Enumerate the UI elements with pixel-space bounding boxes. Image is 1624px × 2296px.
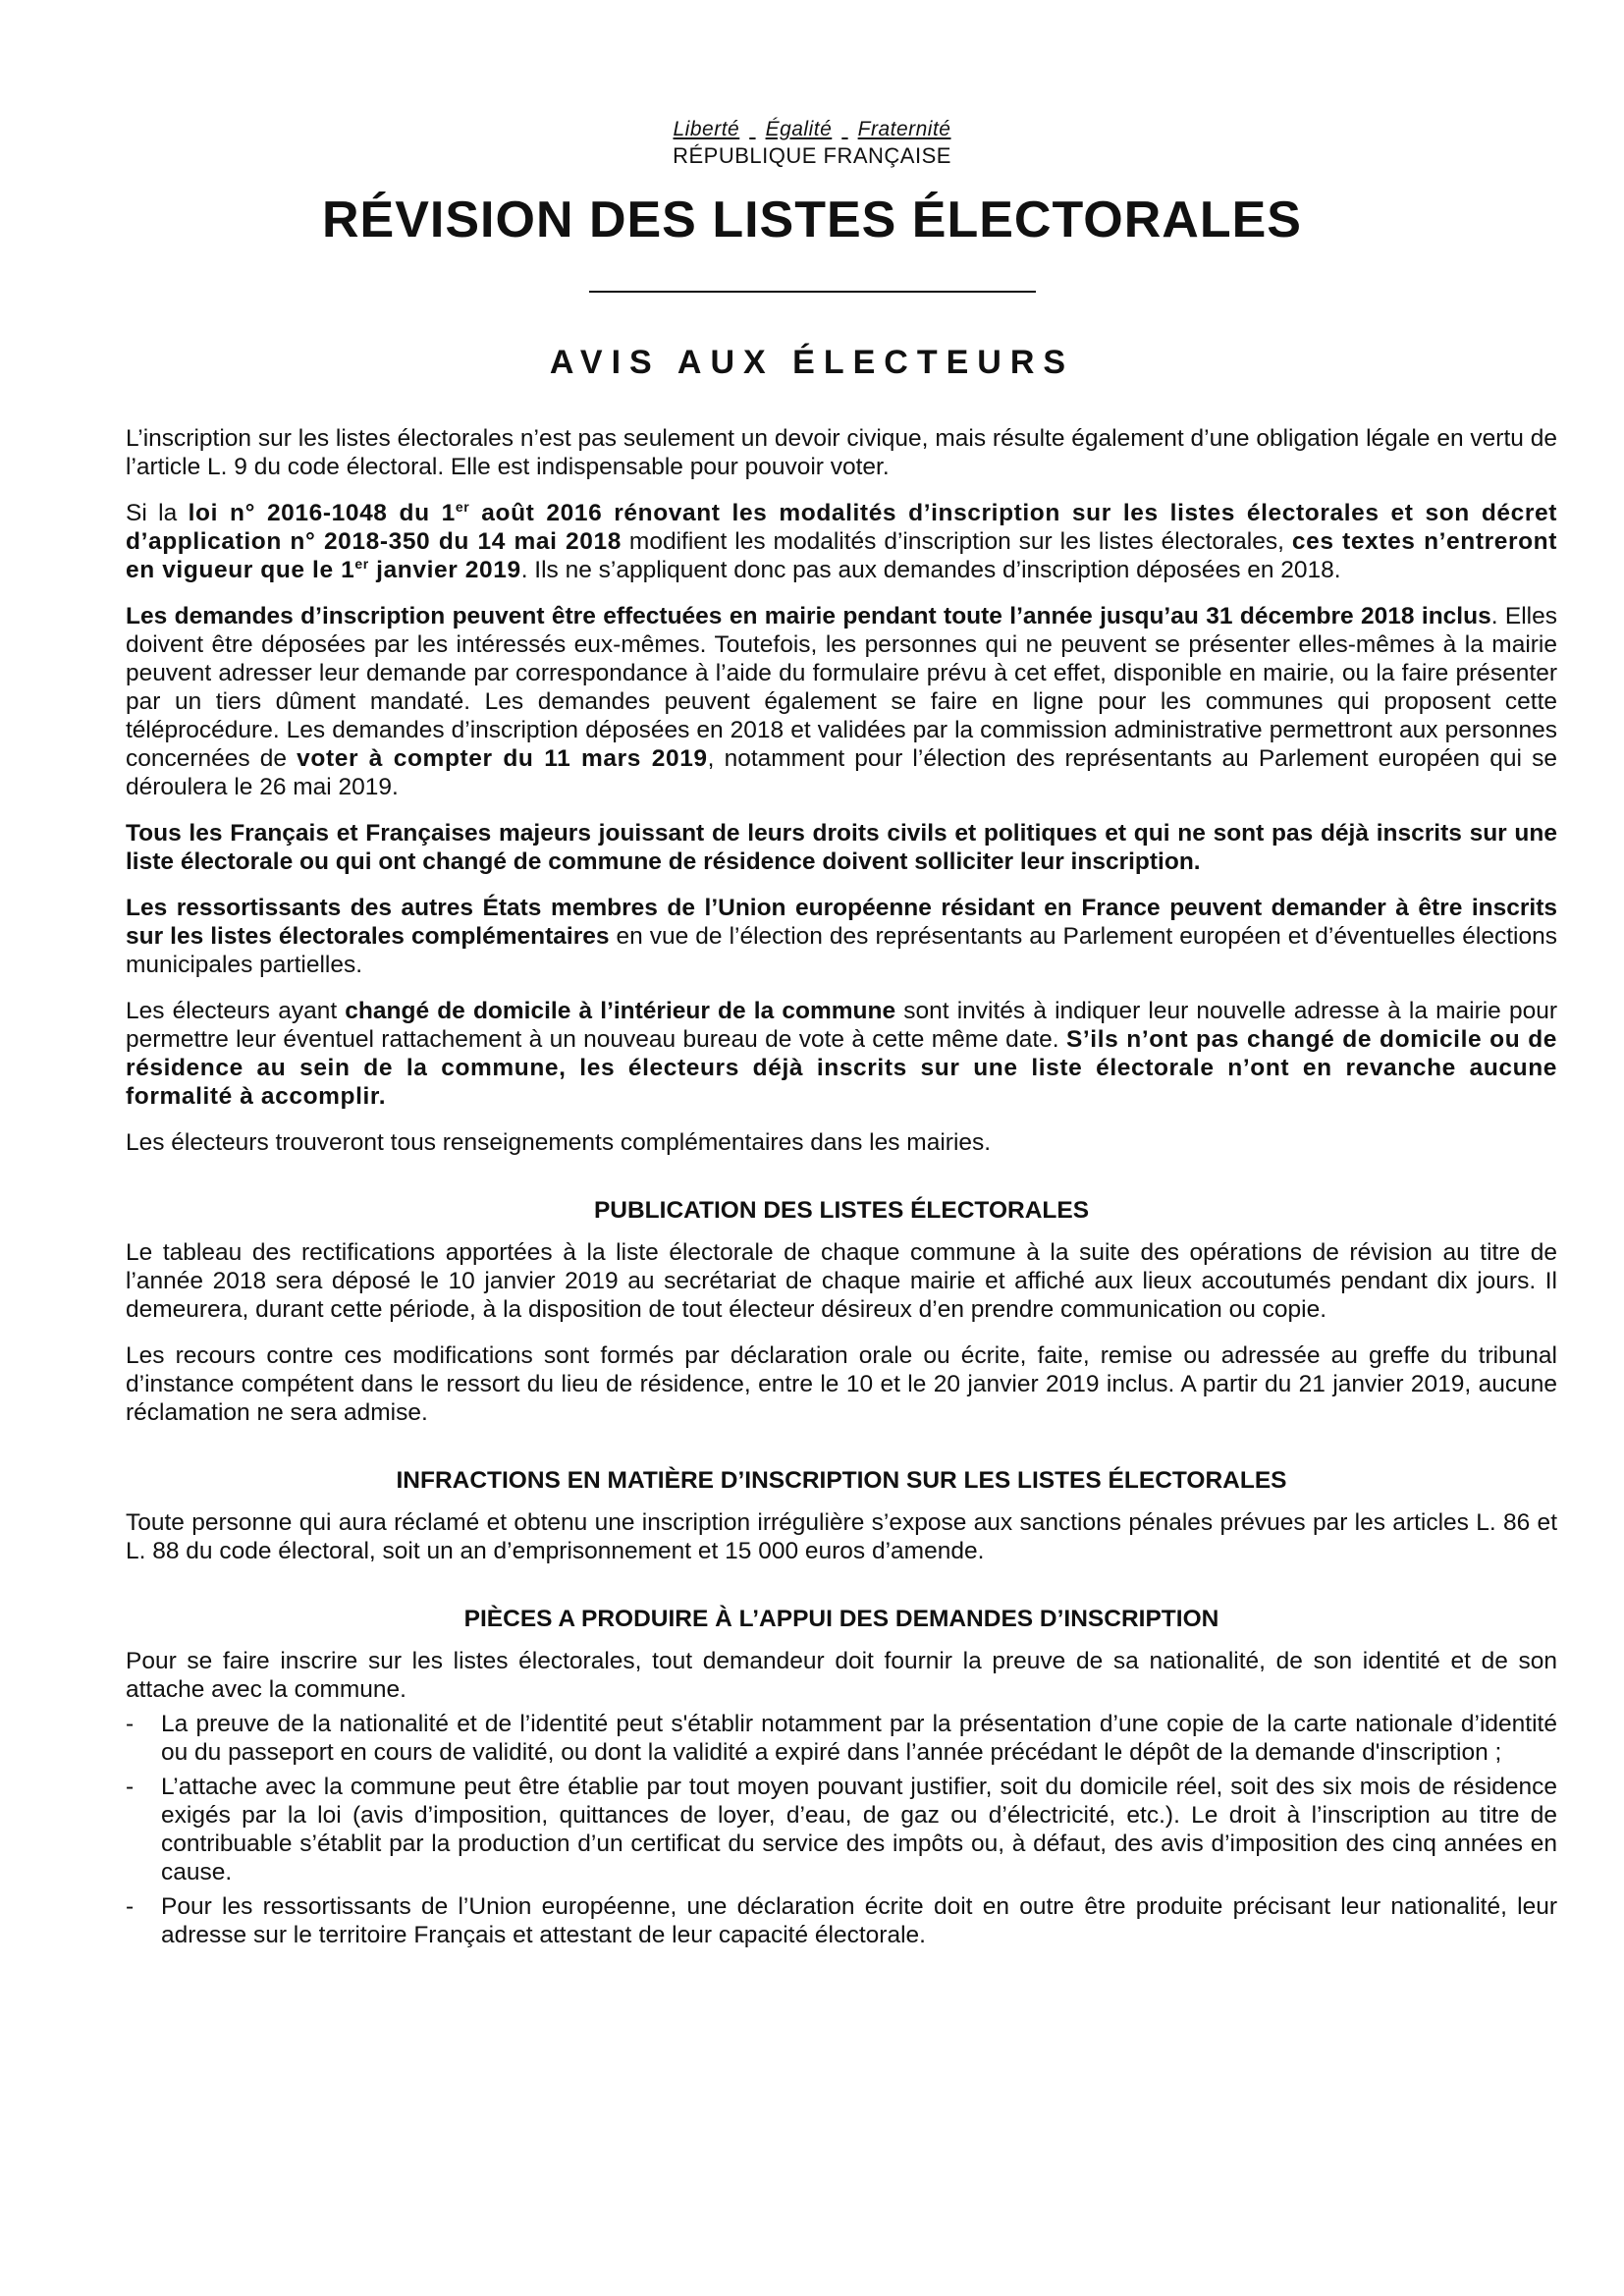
p2-law-rest: août 2016 rénovant les modalités d’inscription sur les listes électorales et son décret d’application n° 2018-350 du 14 mai 2018 xyxy=(126,500,1557,555)
motto-liberte: Liberté xyxy=(673,118,740,140)
list-item: - L’attache avec la commune peut être établie par tout moyen pouvant justifier, soit du domicile réel, soit des six mois de résidence exigés par la loi (avis d’imposition, quittances de loyer, d’eau, de gaz ou d’électricité, etc.). Le droit à l’inscription au titre de contribuable s’établit par la production d’un certificat du service des impôts ou, à défaut, des avis d’imposition des cinq années en cause. xyxy=(126,1773,1557,1886)
intro-paragraph-1: L’inscription sur les listes électorales n’est pas seulement un devoir civique, mais résulte également d’une obligation légale en vertu de l’article L. 9 du code électoral. Elle est indispensable pour pouvoir voter. xyxy=(126,425,1557,480)
header xyxy=(0,118,1624,382)
p6-text-a: Les électeurs ayant xyxy=(126,998,346,1024)
infractions-paragraph-1: Toute personne qui aura réclamé et obtenu une inscription irrégulière s’expose aux sanctions pénales prévues par les articles L. 86 et L. 88 du code électoral, soit un an d’emprisonnement et 15 000 euros d’amende. xyxy=(126,1509,1557,1564)
intro-paragraph-4 xyxy=(126,819,1557,876)
motto-fraternite: Fraternité xyxy=(857,118,951,140)
p6-bold-d: S’ils n’ont pas changé de domicile ou de résidence au sein de la commune, les électeurs déjà inscrits sur une liste électorale n’ont en revanche aucune formalité à accomplir. xyxy=(126,1026,1557,1110)
publication-paragraph-1: Le tableau des rectifications apportées à la liste électorale de chaque commune à la suite des opérations de révision au titre de l’année 2018 sera déposé le 10 janvier 2019 au secrétariat de chaque mairie et affiché aux lieux accoutumés pendant dix jours. Il demeurera, durant cette période, à la disposition de tout électeur désireux d’en prendre communication ou copie. xyxy=(126,1239,1557,1323)
p4-bold: Tous les Français et Françaises majeurs jouissant de leurs droits civils et politiques et qui ne sont pas déjà inscrits sur une liste électorale ou qui ont changé de commune de résidence doivent solliciter leur inscription. xyxy=(126,820,1557,875)
p6-text-c: sont invités à indiquer leur nouvelle adresse à la mairie pour permettre leur éventuel rattachement à un nouveau bureau de vote à cette même date. xyxy=(126,998,1557,1053)
republic-label: RÉPUBLIQUE FRANÇAISE xyxy=(673,143,951,168)
notice-body xyxy=(126,424,1557,1955)
intro-paragraph-3 xyxy=(126,602,1557,801)
intro-paragraph-7: Les électeurs trouveront tous renseignements complémentaires dans les mairies. xyxy=(126,1129,992,1156)
p2-law-sup: er xyxy=(455,498,470,515)
p3-bold-2: voter à compter du 11 mars 2019 xyxy=(297,745,708,772)
title-divider xyxy=(589,291,1036,293)
p2-text-c: modifient les modalités d’inscription sur les listes électorales, xyxy=(621,528,1292,555)
p2-effective-sup: er xyxy=(354,555,369,572)
p6-bold-b: changé de domicile à l’intérieur de la commune xyxy=(345,998,896,1024)
p2-law-text: loi n° 2016-1048 du 1 xyxy=(188,500,456,526)
pieces-heading: PIÈCES A PRODUIRE À L’APPUI DES DEMANDES D’INSCRIPTION xyxy=(463,1606,1219,1632)
list-item: - Pour les ressortissants de l’Union européenne, une déclaration écrite doit en outre être produite précisant leur nationalité, leur adresse sur le territoire Français et attestant de leur capacité électorale. xyxy=(126,1892,1557,1949)
republic-motto xyxy=(0,118,1624,141)
publication-heading: PUBLICATION DES LISTES ÉLECTORALES xyxy=(593,1197,1090,1224)
p2-effective-text: ces textes n’entreront en vigueur que le 1 xyxy=(126,528,1557,583)
publication-paragraph-2: Les recours contre ces modifications sont formés par déclaration orale ou écrite, faite, remise ou adressée au greffe du tribunal d’instance compétent dans le ressort du lieu de résidence, entre le 10 et le 20 janvier 2019 inclus. A partir du 21 janvier 2019, aucune réclamation ne sera admise. xyxy=(126,1342,1557,1426)
page-title: RÉVISION DES LISTES ÉLECTORALES xyxy=(322,191,1302,248)
p5-bold: Les ressortissants des autres États membres de l’Union européenne résidant en France peuvent demander à être inscrits sur les listes électorales complémentaires xyxy=(126,895,1557,950)
intro-paragraph-5 xyxy=(126,894,1557,979)
p3-text: . Elles doivent être déposées par les intéressés eux-mêmes. Toutefois, les personnes qui ne peuvent se présenter elles-mêmes à la mairie peuvent adresser leur demande par correspondance à l’aide du formulaire prévu à cet effet, disponible en mairie, ou la faire présenter par un tiers dûment mandaté. Les demandes peuvent également se faire en ligne pour les communes qui proposent cette téléprocédure. Les demandes d’inscription déposées en 2018 et validées par la commission administrative permettront aux personnes concernées de xyxy=(126,603,1558,772)
intro-paragraph-2 xyxy=(126,499,1557,584)
intro-paragraph-6 xyxy=(126,997,1557,1111)
p2-text-e: . Ils ne s’appliquent donc pas aux demandes d’inscription déposées en 2018. xyxy=(520,557,1341,583)
pieces-list xyxy=(126,1710,1557,1949)
list-item: - La preuve de la nationalité et de l’identité peut s'établir notamment par la présentation d’une copie de la carte nationale d’identité ou du passeport en cours de validité, ou dont la validité a expiré dans l’année précédant le dépôt de la demande d'inscription ; xyxy=(126,1710,1557,1767)
p2-text-a: Si la xyxy=(126,500,189,526)
infractions-heading: INFRACTIONS EN MATIÈRE D’INSCRIPTION SUR LES LISTES ÉLECTORALES xyxy=(396,1467,1287,1494)
p2-effective-rest: janvier 2019 xyxy=(368,557,521,583)
p5-text: en vue de l’élection des représentants au Parlement européen et d’éventuelles élections municipales partielles. xyxy=(126,923,1557,978)
page-subtitle: AVIS AUX ÉLECTEURS xyxy=(549,344,1075,381)
motto-egalite: Égalité xyxy=(765,118,833,140)
p3-bold: Les demandes d’inscription peuvent être effectuées en mairie pendant toute l’année jusqu’au 31 décembre 2018 inclus xyxy=(126,603,1491,629)
pieces-paragraph-1: Pour se faire inscrire sur les listes électorales, tout demandeur doit fournir la preuve de sa nationalité, de son identité et de son attache avec la commune. xyxy=(126,1648,1557,1703)
p3-text-2: , notamment pour l’élection des représentants au Parlement européen qui se déroulera le 26 mai 2019. xyxy=(126,745,1557,800)
